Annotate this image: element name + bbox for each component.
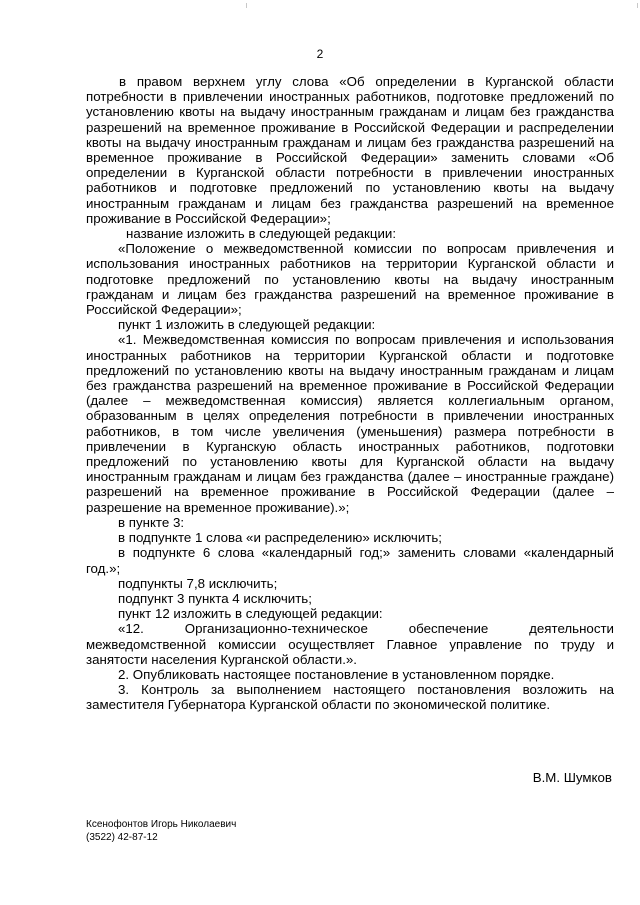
paragraph-point12-text: «12. Организационно-техническое обеспечение деятельности межведомственной комиссии осуществляет Главное управление по труду и занятости населения Курганской области.». xyxy=(86,621,614,667)
contact-phone: (3522) 42-87-12 xyxy=(86,832,158,843)
document-body xyxy=(86,74,614,713)
paragraph-point4-sub3: подпункт 3 пункта 4 исключить; xyxy=(118,590,312,606)
paragraph-subpoints-7-8: подпункты 7,8 исключить; xyxy=(118,575,278,591)
paragraph-subpoint1: в подпункте 1 слова «и распределению» исключить; xyxy=(118,530,442,546)
scan-mark xyxy=(246,3,247,8)
paragraph-point12-intro: пункт 12 изложить в следующей редакции: xyxy=(118,606,383,622)
paragraph-title-change: в правом верхнем углу слова «Об определении в Курганской области потребности в привлечении иностранных работников, подготовке предложений по установлению квоты на выдачу иностранным гражданам и лицам без гражданства разрешений на временное проживание в Российской Федерации и распределении квоты на выдачу иностранным гражданам и лицам без гражданства разрешений на временное проживание в Российской Федерации» заменить словами «Об определении в Курганской области потребности в привлечении иностранных работников и подготовке предложений по установлению квоты на выдачу иностранным гражданам и лицам без гражданства разрешений на временное проживание в Российской Федерации»; xyxy=(86,74,614,226)
contact-block xyxy=(86,818,236,844)
paragraph-point1-intro: пункт 1 изложить в следующей редакции: xyxy=(118,317,376,333)
paragraph-publish: 2. Опубликовать настоящее постановление в установленном порядке. xyxy=(118,666,555,682)
paragraph-point1-text: «1. Межведомственная комиссия по вопросам привлечения и использования иностранных работников на территории Курганской области и подготовке предложений по установлению квоты на выдачу иностранным гражданам и лицам без гражданства разрешений на временное проживание в Российской Федерации (далее – межведомственная комиссия) является коллегиальным органом, образованным в целях определения потребности в привлечении иностранных работников, в том числе увеличения (уменьшения) размера потребности в привлечении в Курганскую область иностранных работников, подготовки предложений по установлению квоты для Курганской области на выдачу иностранным гражданам и лицам без гражданства (далее – иностранные граждане) разрешений на временное проживание в Российской Федерации (далее – разрешение на временное проживание).»; xyxy=(86,332,614,515)
signature: В.М. Шумков xyxy=(532,770,612,785)
paragraph-subpoint6: в подпункте 6 слова «календарный год;» заменить словами «календарный год.»; xyxy=(86,545,614,576)
paragraph-name-intro: название изложить в следующей редакции: xyxy=(126,226,397,242)
paragraph-control: 3. Контроль за выполнением настоящего постановления возложить на заместителя Губернатора Курганской области по экономической политике. xyxy=(86,682,614,713)
scan-mark xyxy=(637,3,638,8)
paragraph-point3-intro: в пункте 3: xyxy=(118,514,185,530)
contact-name: Ксенофонтов Игорь Николаевич xyxy=(86,819,237,830)
paragraph-name-text: «Положение о межведомственной комиссии по вопросам привлечения и использования иностранных работников на территории Курганской области и подготовке предложений по установлению квоты на выдачу иностранным гражданам и лицам без гражданства разрешений на временное проживание в Российской Федерации»; xyxy=(86,241,614,318)
page-number: 2 xyxy=(316,47,324,61)
